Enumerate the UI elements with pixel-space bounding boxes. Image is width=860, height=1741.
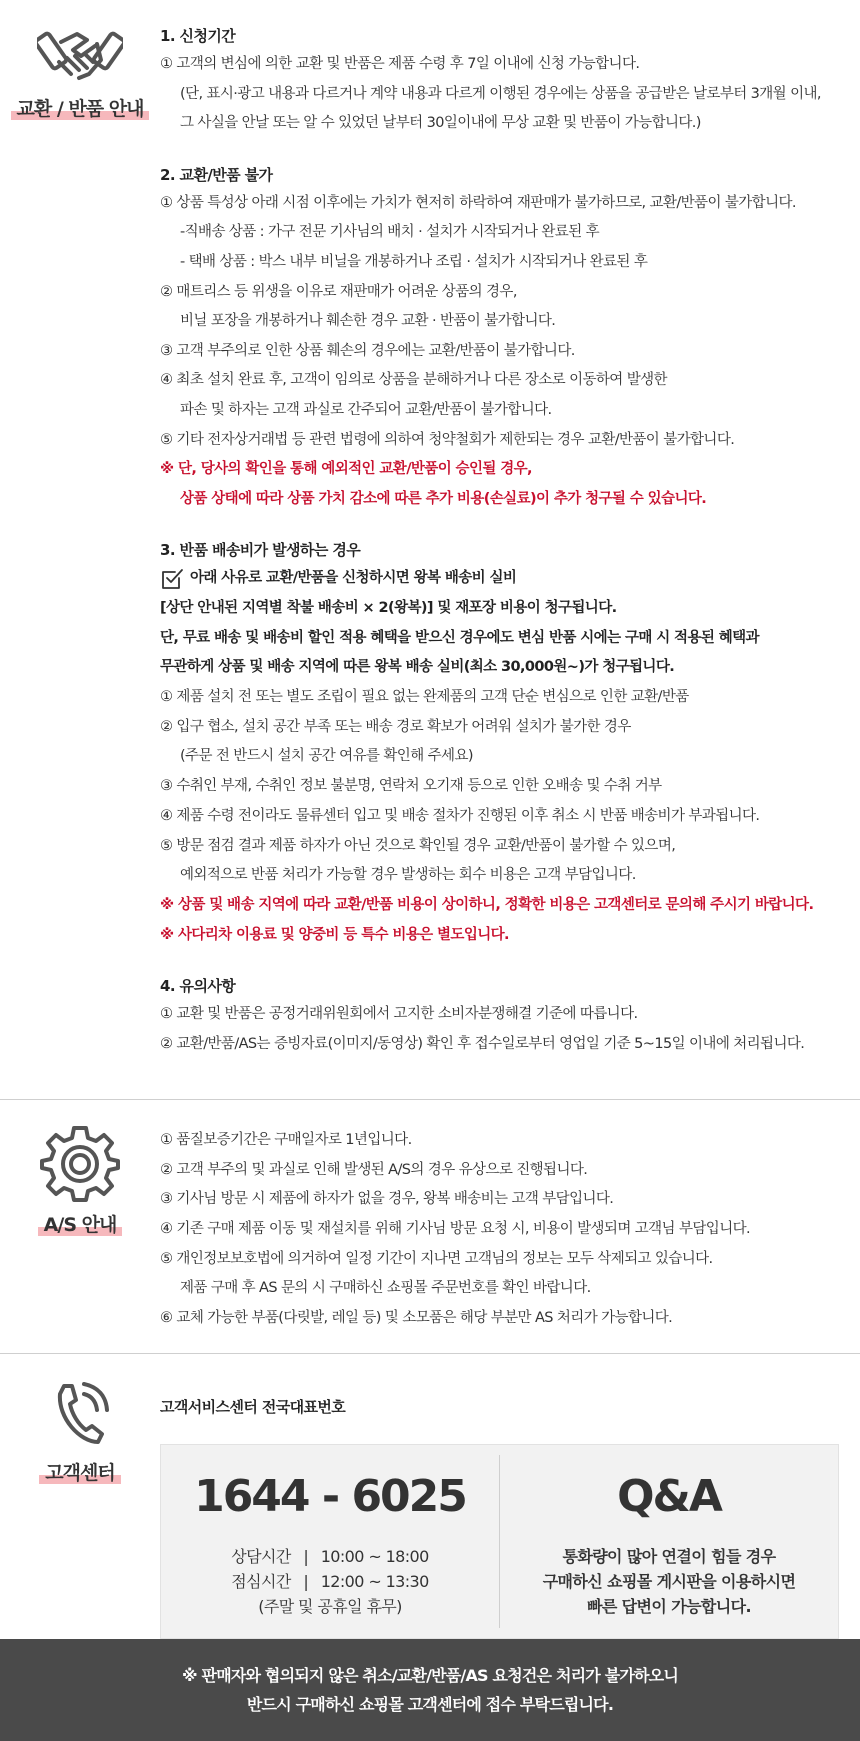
no-return-line: ③ 고객 부주의로 인한 상품 훼손의 경우에는 교환/반품이 불가합니다. xyxy=(160,342,575,359)
footer-line: ※ 판매자와 협의되지 않은 취소/교환/반품/AS 요청건은 처리가 불가하오니 xyxy=(182,1666,678,1685)
cost-notice: ※ 사다리차 이용료 및 양중비 등 특수 비용은 별도입니다. xyxy=(160,926,509,943)
shipping-fee-line: ⑤ 방문 점검 결과 제품 하자가 아닌 것으로 확인될 경우 교환/반품이 불가할 수 있으며, xyxy=(160,837,676,854)
as-line: ③ 기사님 방문 시 제품에 하자가 없을 경우, 왕복 배송비는 고객 부담입니다. xyxy=(160,1191,614,1208)
cs-qa-col xyxy=(500,1445,838,1638)
exchange-label: 교환 / 반품 안내 xyxy=(11,94,150,121)
as-section xyxy=(0,1100,860,1354)
shipping-fee-line: ③ 수취인 부재, 수취인 정보 불분명, 연락처 오기재 등으로 인한 오배송 및 수취 거부 xyxy=(160,778,662,795)
no-return-line: ④ 최초 설치 완료 후, 고객이 임의로 상품을 분해하거나 다른 장소로 이동하여 발생한 xyxy=(160,372,667,389)
customer-center-section xyxy=(0,1354,860,1639)
exchange-body xyxy=(160,0,860,1099)
qa-line: 통화량이 많아 연결이 힘들 경우 xyxy=(562,1547,776,1566)
hours-sep: | xyxy=(303,1572,309,1591)
cs-body xyxy=(160,1354,860,1639)
no-return-line: 파손 및 하자는 고객 과실로 간주되어 교환/반품이 불가합니다. xyxy=(180,401,552,418)
shipping-fee-check-row xyxy=(160,564,840,594)
footer-line: 반드시 구매하신 쇼핑몰 고객센터에 접수 부탁드립니다. xyxy=(246,1695,614,1714)
qa-line: 구매하신 쇼핑몰 게시판을 이용하시면 xyxy=(542,1572,796,1591)
no-return-line: ① 상품 특성상 아래 시점 이후에는 가치가 현저히 하락하여 재판매가 불가하므로, 교환/반품이 불가합니다. xyxy=(160,194,796,211)
holiday-note: (주말 및 공휴일 휴무) xyxy=(258,1597,402,1616)
gear-icon xyxy=(40,1122,120,1202)
as-line: ⑥ 교체 가능한 부품(다릿발, 레일 등) 및 소모품은 해당 부분만 AS 처리가 가능합니다. xyxy=(160,1310,673,1327)
shipping-fee-line: 아래 사유로 교환/반품을 신청하시면 왕복 배송비 실비 xyxy=(190,570,517,587)
cost-notice: ※ 상품 및 배송 지역에 따라 교환/반품 비용이 상이하니, 정확한 비용은 고객센터로 문의해 주시기 바랍니다. xyxy=(160,896,814,913)
cs-box xyxy=(160,1444,839,1639)
hours-value: 12:00 ~ 13:30 xyxy=(320,1572,429,1591)
qa-text xyxy=(543,1544,796,1619)
shipping-fee-line: 단, 무료 배송 및 배송비 할인 적용 혜택을 받으신 경우에도 변심 반품 시에는 구매 시 적용된 혜택과 xyxy=(160,629,759,646)
as-side xyxy=(0,1100,160,1353)
hours-sep: | xyxy=(303,1547,309,1566)
as-line: ⑤ 개인정보보호법에 의거하여 일정 기간이 지나면 고객님의 정보는 모두 삭제되고 있습니다. xyxy=(160,1250,713,1267)
cs-title: 고객서비스센터 전국대표번호 xyxy=(160,1398,346,1416)
cs-side xyxy=(0,1354,160,1639)
shipping-fee-line: 예외적으로 반품 처리가 가능할 경우 발생하는 회수 비용은 고객 부담입니다. xyxy=(180,867,636,884)
shipping-fee-group xyxy=(160,536,840,950)
business-hours xyxy=(231,1544,428,1619)
checkbox-icon xyxy=(160,567,184,591)
shipping-fee-line: 무관하게 상품 및 배송 지역에 따른 왕복 배송 실비(최소 30,000원~)가 청구됩니다. xyxy=(160,659,675,676)
apply-line: (단, 표시·광고 내용과 다르거나 계약 내용과 다르게 이행된 경우에는 상품을 공급받은 날로부터 3개월 이내, xyxy=(180,85,821,102)
notes-heading: 4. 유의사항 xyxy=(160,977,236,996)
shipping-fee-line: ② 입구 협소, 설치 공간 부족 또는 배송 경로 확보가 어려워 설치가 불가한 경우 xyxy=(160,718,631,735)
no-return-line: ⑤ 기타 전자상거래법 등 관련 법령에 의하여 청약철회가 제한되는 경우 교환/반품이 불가합니다. xyxy=(160,431,735,448)
as-line: ① 품질보증기간은 구매일자로 1년입니다. xyxy=(160,1132,412,1148)
exception-notice: ※ 단, 당사의 확인을 통해 예외적인 교환/반품이 승인될 경우, xyxy=(160,461,532,478)
hours-row xyxy=(231,1544,428,1569)
notes-line: ② 교환/반품/AS는 증빙자료(이미지/동영상) 확인 후 접수일로부터 영업일 기준 5~15일 이내에 처리됩니다. xyxy=(160,1035,805,1052)
footer-notice xyxy=(0,1639,860,1741)
shipping-fee-line: [상단 안내된 지역별 착불 배송비 × 2(왕복)] 및 재포장 비용이 청구됩니다. xyxy=(160,600,617,616)
handshake-icon xyxy=(37,20,123,86)
shipping-fee-line: (주문 전 반드시 설치 공간 여유를 확인해 주세요) xyxy=(180,748,473,765)
exception-notice: 상품 상태에 따라 상품 가치 감소에 따른 추가 비용(손실료)이 추가 청구될 수 있습니다. xyxy=(180,490,707,507)
notes-group xyxy=(160,972,840,1059)
no-return-line: ② 매트리스 등 위생을 이유로 재판매가 어려운 상품의 경우, xyxy=(160,283,517,300)
notes-line: ① 교환 및 반품은 공정거래위원회에서 고지한 소비자분쟁해결 기준에 따릅니다. xyxy=(160,1006,638,1023)
phone-number[interactable]: 1644 - 6025 xyxy=(194,1471,466,1522)
hours-name: 점심시간 xyxy=(231,1572,291,1591)
hours-name: 상담시간 xyxy=(231,1547,291,1566)
as-line: 제품 구매 후 AS 문의 시 구매하신 쇼핑몰 주문번호를 확인 바랍니다. xyxy=(180,1280,591,1297)
no-return-line: -직배송 상품 : 가구 전문 기사님의 배치 · 설치가 시작되거나 완료된 후 xyxy=(180,224,600,241)
shipping-fee-line: ④ 제품 수령 전이라도 물류센터 입고 및 배송 절차가 진행된 이후 취소 시 반품 배송비가 부과됩니다. xyxy=(160,807,760,824)
no-return-line: 비닐 포장을 개봉하거나 훼손한 경우 교환 · 반품이 불가합니다. xyxy=(180,313,556,330)
no-return-heading: 2. 교환/반품 불가 xyxy=(160,165,273,184)
qa-title: Q&A xyxy=(617,1471,721,1522)
as-line: ④ 기존 구매 제품 이동 및 재설치를 위해 기사님 방문 요청 시, 비용이 발생되며 고객님 부담입니다. xyxy=(160,1221,751,1238)
hours-row xyxy=(231,1569,428,1594)
shipping-fee-line: ① 제품 설치 전 또는 별도 조립이 필요 없는 완제품의 고객 단순 변심으로 인한 교환/반품 xyxy=(160,689,689,706)
shipping-fee-heading: 3. 반품 배송비가 발생하는 경우 xyxy=(160,541,361,560)
exchange-side xyxy=(0,0,160,1099)
apply-period-group xyxy=(160,22,840,139)
no-return-line: - 택배 상품 : 박스 내부 비닐을 개봉하거나 조립 · 설치가 시작되거나 완료된 후 xyxy=(180,253,648,270)
hours-value: 10:00 ~ 18:00 xyxy=(320,1547,429,1566)
apply-period-heading: 1. 신청기간 xyxy=(160,27,236,45)
as-line: ② 고객 부주의 및 과실로 인해 발생된 A/S의 경우 유상으로 진행됩니다. xyxy=(160,1161,588,1178)
phone-icon xyxy=(50,1380,110,1450)
cs-label: 고객센터 xyxy=(39,1458,120,1485)
as-label: A/S 안내 xyxy=(38,1210,123,1237)
qa-line: 빠른 답변이 가능합니다. xyxy=(587,1597,751,1616)
apply-line: ① 고객의 변심에 의한 교환 및 반품은 제품 수령 후 7일 이내에 신청 가능합니다. xyxy=(160,56,640,72)
no-return-group xyxy=(160,161,840,515)
apply-line: 그 사실을 안날 또는 알 수 있었던 날부터 30일이내에 무상 교환 및 반품이 가능합니다.) xyxy=(180,115,701,132)
as-body xyxy=(160,1100,860,1353)
cs-phone-col xyxy=(161,1455,500,1628)
